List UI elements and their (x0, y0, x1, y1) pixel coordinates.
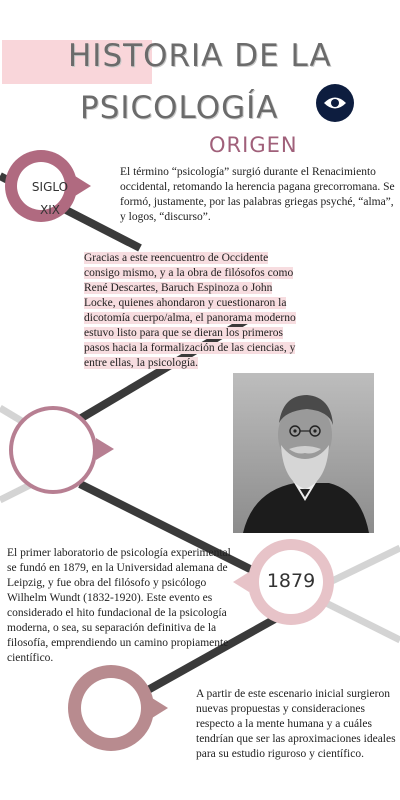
timeline-line-light-3 (330, 548, 400, 582)
eye-badge (316, 84, 354, 122)
timeline-marker-empty (9, 406, 97, 494)
marker-pointer (152, 698, 168, 718)
page-title-line2: PSICOLOGÍA (80, 90, 279, 126)
portrait-illustration (233, 373, 374, 533)
marker-siglo-line1: SIGLO (31, 180, 69, 194)
paragraph-new-proposals: A partir de este escenario inicial surgieron nuevas propuestas y consideraciones respecto a la mente humana y a cuáles tendrían que ser las aproximaciones ideales para su estudio riguroso y científico. (196, 688, 396, 760)
paragraph-origin: El término “psicología” surgió durante el Renacimiento occidental, retomando la herencia pagana grecorromana. Se formó, justamente, por las palabras griegas psyché, “alma”, y logos, “discurso”. (120, 166, 395, 223)
marker-year-label: 1879 (266, 570, 316, 592)
marker-pointer (233, 572, 249, 592)
marker-inner (81, 678, 141, 738)
marker-pointer (96, 438, 114, 460)
page-title-line1: HISTORIA DE LA (68, 38, 332, 74)
marker-siglo-label (30, 176, 70, 222)
marker-siglo-line2: XIX (40, 203, 60, 217)
paragraph-philosophers (84, 251, 299, 371)
paragraph-philosophers-text: Gracias a este reencuentro de Occidente consigo mismo, y a la obra de filósofos como René Descartes, Baruch Espinoza o John Locke, quienes ahondaron y cuestionaron la dicotomía cuerpo/alma, el panorama moderno estuvo listo para que se dieran los primeros pasos hacia la formalización de las ciencias, y entre ellas, la psicología. (84, 252, 296, 369)
eye-icon (323, 95, 347, 111)
marker-pointer (75, 176, 91, 196)
timeline-marker-final (68, 665, 154, 751)
wundt-portrait (233, 373, 374, 533)
section-subtitle: ORIGEN (209, 133, 298, 157)
paragraph-laboratory: El primer laboratorio de psicología experimental se fundó en 1879, en la Universidad alemana de Leipzig, y fue obra del filósofo y psicólogo Wilhelm Wundt (1832-1920). Este evento es considerado el hito fundacional de la psicología moderna, o sea, su separación definitiva de la filosofía, emprendiendo un camino propiamente científico. (7, 547, 231, 664)
